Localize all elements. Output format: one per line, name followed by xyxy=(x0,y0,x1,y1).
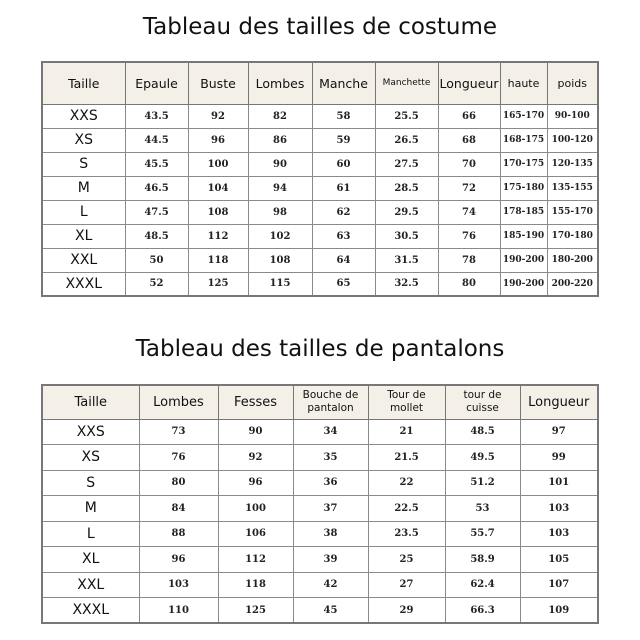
pants-row xyxy=(42,470,598,496)
costume-cell: 65 xyxy=(312,272,375,296)
pants-cell: 39 xyxy=(293,547,368,573)
costume-row xyxy=(42,176,598,200)
costume-cell: 135-155 xyxy=(547,176,598,200)
pants-cell: 21 xyxy=(368,419,445,445)
costume-size-label: L xyxy=(42,200,125,224)
costume-cell: 74 xyxy=(438,200,500,224)
costume-cell: 92 xyxy=(188,104,248,128)
costume-cell: 100 xyxy=(188,152,248,176)
costume-cell: 175-180 xyxy=(500,176,547,200)
pants-cell: 34 xyxy=(293,419,368,445)
pants-header-row xyxy=(42,385,598,419)
costume-cell: 170-180 xyxy=(547,224,598,248)
costume-cell: 59 xyxy=(312,128,375,152)
costume-cell: 48.5 xyxy=(125,224,188,248)
costume-cell: 82 xyxy=(248,104,312,128)
pants-header-tour-de-cuisse xyxy=(445,385,520,419)
costume-cell: 61 xyxy=(312,176,375,200)
costume-cell: 63 xyxy=(312,224,375,248)
pants-cell: 51.2 xyxy=(445,470,520,496)
costume-cell: 30.5 xyxy=(375,224,438,248)
pants-row xyxy=(42,598,598,624)
pants-size-table xyxy=(41,384,599,624)
costume-size-label: M xyxy=(42,176,125,200)
costume-cell: 98 xyxy=(248,200,312,224)
costume-cell: 46.5 xyxy=(125,176,188,200)
pants-cell: 58.9 xyxy=(445,547,520,573)
pants-row xyxy=(42,521,598,547)
pants-cell: 100 xyxy=(218,496,293,522)
costume-cell: 96 xyxy=(188,128,248,152)
pants-size-label: XXL xyxy=(42,572,139,598)
costume-cell: 29.5 xyxy=(375,200,438,224)
costume-cell: 70 xyxy=(438,152,500,176)
pants-cell: 118 xyxy=(218,572,293,598)
costume-cell: 31.5 xyxy=(375,248,438,272)
pants-cell: 76 xyxy=(139,445,218,471)
pants-cell: 42 xyxy=(293,572,368,598)
costume-cell: 62 xyxy=(312,200,375,224)
pants-size-label: S xyxy=(42,470,139,496)
costume-size-label: XS xyxy=(42,128,125,152)
pants-cell: 112 xyxy=(218,547,293,573)
pants-cell: 96 xyxy=(218,470,293,496)
pants-header-cuisse-line2: cuisse xyxy=(466,402,499,415)
pants-cell: 23.5 xyxy=(368,521,445,547)
costume-header-epaule: Epaule xyxy=(125,62,188,104)
costume-cell: 168-175 xyxy=(500,128,547,152)
costume-header-manche: Manche xyxy=(312,62,375,104)
pants-header-lombes: Lombes xyxy=(139,385,218,419)
costume-cell: 170-175 xyxy=(500,152,547,176)
pants-cell: 125 xyxy=(218,598,293,624)
costume-cell: 76 xyxy=(438,224,500,248)
pants-cell: 106 xyxy=(218,521,293,547)
pants-header-bouche-line2: pantalon xyxy=(307,402,354,415)
pants-size-label: XS xyxy=(42,445,139,471)
costume-cell: 68 xyxy=(438,128,500,152)
costume-cell: 102 xyxy=(248,224,312,248)
costume-header-manchette: Manchette xyxy=(375,62,438,104)
pants-cell: 84 xyxy=(139,496,218,522)
pants-header-mollet-line2: mollet xyxy=(389,402,424,415)
pants-row xyxy=(42,445,598,471)
costume-cell: 60 xyxy=(312,152,375,176)
pants-size-label: XXS xyxy=(42,419,139,445)
pants-cell: 38 xyxy=(293,521,368,547)
costume-header-taille: Taille xyxy=(42,62,125,104)
pants-cell: 21.5 xyxy=(368,445,445,471)
costume-cell: 66 xyxy=(438,104,500,128)
costume-cell: 200-220 xyxy=(547,272,598,296)
costume-cell: 32.5 xyxy=(375,272,438,296)
pants-header-bouche-line1: Bouche de xyxy=(302,389,359,402)
costume-cell: 52 xyxy=(125,272,188,296)
costume-cell: 72 xyxy=(438,176,500,200)
pants-cell: 53 xyxy=(445,496,520,522)
costume-cell: 165-170 xyxy=(500,104,547,128)
costume-row xyxy=(42,152,598,176)
costume-header-longueur: Longueur xyxy=(438,62,500,104)
pants-cell: 35 xyxy=(293,445,368,471)
pants-size-label: L xyxy=(42,521,139,547)
costume-cell: 86 xyxy=(248,128,312,152)
costume-cell: 185-190 xyxy=(500,224,547,248)
costume-size-label: S xyxy=(42,152,125,176)
costume-cell: 100-120 xyxy=(547,128,598,152)
costume-header-lombes: Lombes xyxy=(248,62,312,104)
costume-row xyxy=(42,224,598,248)
pants-row xyxy=(42,572,598,598)
costume-cell: 112 xyxy=(188,224,248,248)
costume-cell: 27.5 xyxy=(375,152,438,176)
costume-cell: 118 xyxy=(188,248,248,272)
costume-cell: 64 xyxy=(312,248,375,272)
pants-cell: 97 xyxy=(520,419,598,445)
costume-header-buste: Buste xyxy=(188,62,248,104)
costume-header-haute: haute xyxy=(500,62,547,104)
costume-size-label: XXL xyxy=(42,248,125,272)
costume-cell: 178-185 xyxy=(500,200,547,224)
costume-cell: 190-200 xyxy=(500,272,547,296)
pants-cell: 73 xyxy=(139,419,218,445)
pants-cell: 80 xyxy=(139,470,218,496)
pants-header-cuisse-line1: tour de xyxy=(463,389,502,402)
costume-cell: 180-200 xyxy=(547,248,598,272)
pants-cell: 109 xyxy=(520,598,598,624)
costume-row xyxy=(42,128,598,152)
pants-cell: 22.5 xyxy=(368,496,445,522)
pants-cell: 105 xyxy=(520,547,598,573)
pants-header-mollet-line1: Tour de xyxy=(387,389,426,402)
pants-cell: 110 xyxy=(139,598,218,624)
pants-header-tour-de-mollet xyxy=(368,385,445,419)
pants-cell: 103 xyxy=(520,496,598,522)
pants-size-label: XXXL xyxy=(42,598,139,624)
costume-cell: 43.5 xyxy=(125,104,188,128)
pants-cell: 107 xyxy=(520,572,598,598)
pants-cell: 62.4 xyxy=(445,572,520,598)
costume-cell: 104 xyxy=(188,176,248,200)
costume-row xyxy=(42,272,598,296)
pants-cell: 22 xyxy=(368,470,445,496)
pants-cell: 27 xyxy=(368,572,445,598)
costume-cell: 115 xyxy=(248,272,312,296)
pants-cell: 90 xyxy=(218,419,293,445)
pants-cell: 55.7 xyxy=(445,521,520,547)
pants-cell: 36 xyxy=(293,470,368,496)
pants-cell: 25 xyxy=(368,547,445,573)
costume-row xyxy=(42,248,598,272)
pants-size-label: M xyxy=(42,496,139,522)
costume-size-chart-title: Tableau des tailles de costume xyxy=(142,14,498,40)
costume-cell: 90 xyxy=(248,152,312,176)
costume-row xyxy=(42,200,598,224)
pants-cell: 37 xyxy=(293,496,368,522)
pants-cell: 103 xyxy=(520,521,598,547)
pants-cell: 45 xyxy=(293,598,368,624)
costume-cell: 108 xyxy=(248,248,312,272)
costume-cell: 28.5 xyxy=(375,176,438,200)
pants-cell: 48.5 xyxy=(445,419,520,445)
pants-cell: 49.5 xyxy=(445,445,520,471)
costume-cell: 50 xyxy=(125,248,188,272)
costume-cell: 90-100 xyxy=(547,104,598,128)
costume-cell: 26.5 xyxy=(375,128,438,152)
costume-cell: 94 xyxy=(248,176,312,200)
pants-row xyxy=(42,419,598,445)
pants-cell: 88 xyxy=(139,521,218,547)
pants-row xyxy=(42,547,598,573)
pants-cell: 101 xyxy=(520,470,598,496)
costume-cell: 190-200 xyxy=(500,248,547,272)
costume-row xyxy=(42,104,598,128)
costume-cell: 25.5 xyxy=(375,104,438,128)
costume-cell: 58 xyxy=(312,104,375,128)
pants-header-fesses: Fesses xyxy=(218,385,293,419)
costume-cell: 155-170 xyxy=(547,200,598,224)
costume-cell: 44.5 xyxy=(125,128,188,152)
costume-size-label: XXS xyxy=(42,104,125,128)
pants-size-label: XL xyxy=(42,547,139,573)
costume-cell: 47.5 xyxy=(125,200,188,224)
pants-cell: 96 xyxy=(139,547,218,573)
costume-cell: 45.5 xyxy=(125,152,188,176)
costume-header-poids: poids xyxy=(547,62,598,104)
costume-cell: 108 xyxy=(188,200,248,224)
pants-header-bouche-de-pantalon xyxy=(293,385,368,419)
costume-cell: 80 xyxy=(438,272,500,296)
costume-cell: 120-135 xyxy=(547,152,598,176)
costume-size-label: XL xyxy=(42,224,125,248)
pants-cell: 29 xyxy=(368,598,445,624)
costume-size-label: XXXL xyxy=(42,272,125,296)
pants-row xyxy=(42,496,598,522)
pants-size-chart-title: Tableau des tailles de pantalons xyxy=(135,336,505,362)
pants-header-longueur: Longueur xyxy=(520,385,598,419)
costume-header-row xyxy=(42,62,598,104)
pants-cell: 103 xyxy=(139,572,218,598)
pants-cell: 66.3 xyxy=(445,598,520,624)
costume-cell: 125 xyxy=(188,272,248,296)
costume-size-table xyxy=(41,61,599,297)
pants-cell: 99 xyxy=(520,445,598,471)
pants-cell: 92 xyxy=(218,445,293,471)
pants-header-taille: Taille xyxy=(42,385,139,419)
costume-cell: 78 xyxy=(438,248,500,272)
